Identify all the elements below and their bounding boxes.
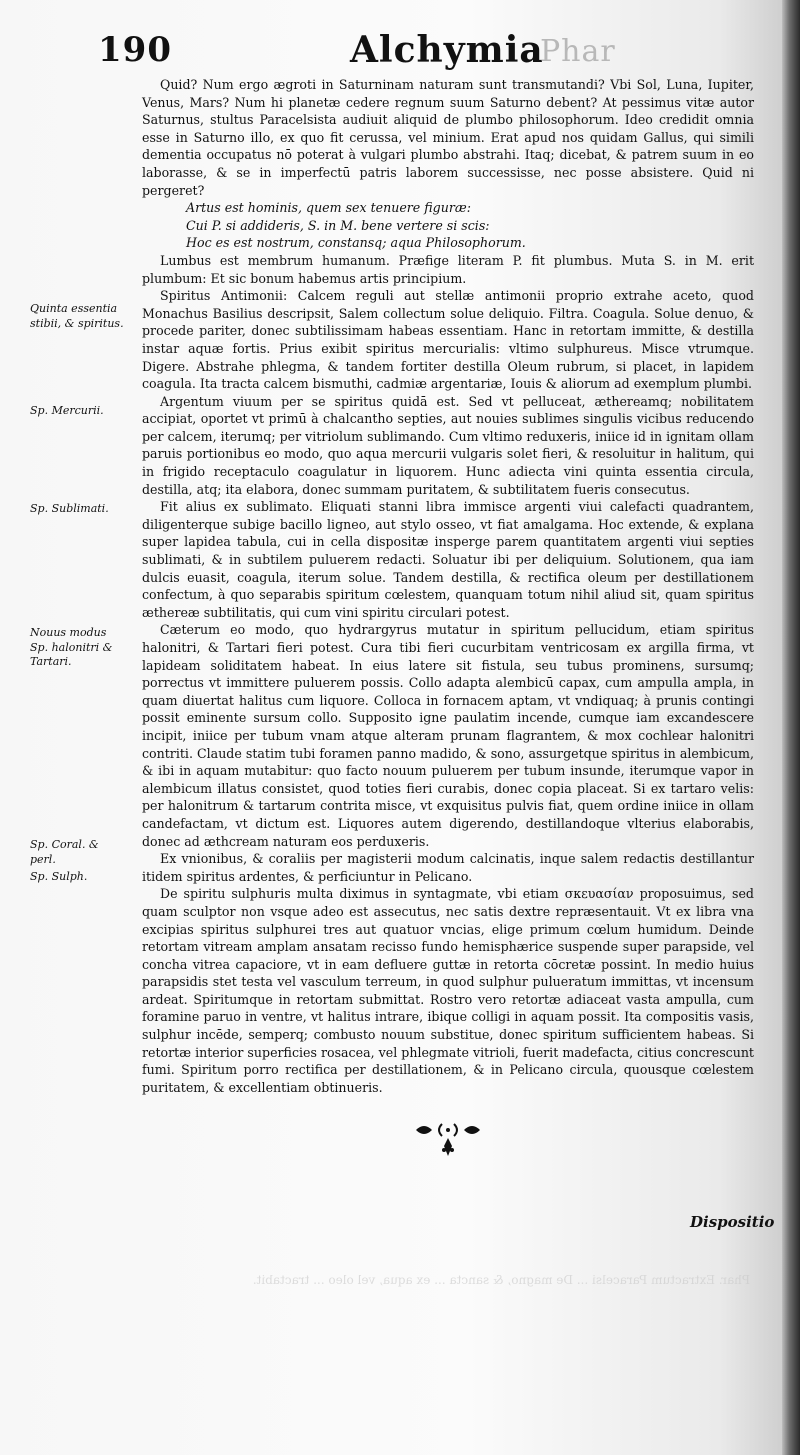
page-header [0, 30, 760, 74]
verse-line-1: Artus est hominis, quem sex tenuere figuræ: [186, 200, 471, 216]
paragraph-halonitri-tartari: Cæterum eo modo, quo hydrargyrus mutatur in spiritum pellucidum, etiam spiritus halonitri, & Tartari fieri potest. Cura tibi fieri cucurbitam ventricosam ex argilla firma, vt lapideam soliditatem habeat. In eius latere sit fistula, seu tubus prominens, sursumq; porrectus vt immittere puluerem possis. Collo adapta alembicū capax, cum ampulla ampla, in quam diuertat halitus cum liquore. Colloca in fornacem aptam, vt vndiquaq; à prunis contingi possit eminente sursum collo. Supposito igne paulatim incende, cumque iam excandescere incipit, iniice per tubum vnam atque alteram prunam flagrantem, & mox cochlear halonitri contriti. Claude statim tubi foramen panno madido, & sono, assurgetque spiritus in alembicum, & ibi in aquam mutabitur: quo facto nouum puluerem per tubum insunde, iterumque vapor in alembicum illatus consistet, quod toties fieri curabis, donec copia placeat. Si ex tartaro velis: per halonitrum & tartarum contrita misce, vt exquisitus pulvis fiat, quem ordine iniice in ollam candefactam, vt dictum est. Liquores autem digerendo, destillandoque vlterius elaborabis, donec ad æthcream naturam eos perduxeris. [142, 622, 754, 849]
page-number: 190 [98, 30, 172, 70]
margin-note-sp-mercurii: Sp. Mercurii. [30, 404, 104, 417]
catchword: Dispositio [690, 1213, 775, 1231]
fleuron-tailpiece-icon [408, 1118, 488, 1162]
paragraph-spiritu-sulphuris: De spiritu sulphuris multa diximus in syntagmate, vbi etiam σκευασίαν proposuimus, sed quam sculptor non vsque adeo est assecutus, nec satis dextre repræsentauit. Vt ex libra vna excipias spiritus sulphurei tres aut quatuor vncias, elige primum cœlum humidum. Deinde retortam vitream amplam ansatam recisso fundo hemisphærice suspende super parapside, vel concha vitrea capaciore, vt in eam defluere guttæ in retorta cōcretæ possint. In medio huius parapsidis stet testa vel vasculum terreum, in quod sulphur pulueratum immittas, vt incensum ardeat. Spiritumque in retortam submittat. Rostro vero retortæ adiaceat vasta ampulla, cum foramine paruo in ventre, vt halitus intrare, ibique colligi in aquam possit. Ita compositis vasis, sulphur incēde, semperq; combusto nouum substitue, donec spiritum sufficientem habeas. Si retortæ interior superficies rosacea, vel phlegmate vitrioli, fuerit madefacta, citius concrescunt fumi. Spiritum porro rectifica per destillationem, & in Pelicano circula, quousque cœlestem puritatem, & excellentiam obtinueris. [142, 886, 754, 1095]
margin-note-quinta-essentia: Quinta essentia stibii, & spiritus. [30, 302, 124, 330]
bleed-through-text: Phar. Extractum Paracelsi ... De magno, & sancta ... ex aqua, vel oleo ... tractabit. [252, 1273, 750, 1287]
paragraph-lumbus: Lumbus est membrum humanum. Præfige literam P. fit plumbus. Muta S. in M. erit plumbum: Et sic bonum habemus artis principium. [142, 252, 754, 286]
margin-note-sp-sulph: Sp. Sulph. [30, 870, 88, 883]
book-gutter-shadow [782, 0, 800, 1455]
paragraph-saturnus: Quid? Num ergo ægroti in Saturninam naturam sunt transmutandi? Vbi Sol, Luna, Iupiter, Venus, Mars? Num hi planetæ cedere regnum suum Saturno debent? At pessimus vitæ autor Saturnus, stultus Paracelsista audiuit aliquid de plumbo philosophorum. Ideo credidit omnia esse in Saturno illo, ex quo fit cerussa, vel minium. Erat apud nos quidam Gallus, qui simili dementia occupatus nō poterat à vulgari plumbo abstrahi. Itaq; dicebat, & patrem suum in eo laborasse, & se in imperfectū patris laborem successisse, nec posse absistere. Quid ni pergeret? [142, 77, 754, 198]
verse-line-2: Cui P. si addideris, S. in M. bene vertere si scis: [186, 217, 490, 233]
margin-note-sp-sublimati: Sp. Sublimati. [30, 502, 109, 515]
main-text-column [142, 76, 754, 1096]
paragraph-ex-sublimato: Fit alius ex sublimato. Eliquati stanni libra immisce argenti viui calefacti quadrantem, diligenterque subige bacillo ligneo, aut stylo osseo, vt fiat amalgama. Hoc extende, & explana super lapidea tabula, cui in cella dispositæ insperge parem quantitatem argenti viui septies sublimati, & in subtilem puluerem redacti. Soluatur ibi per deliquium. Solutionem, qua iam dulcis euasit, coagula, iterum solue. Tandem destilla, & rectifica oleum per destillationem confectum, à quo separabis spiritum cœlestem, quanquam totum nihil aliud sit, quam spiritus æthereæ subtilitatis, qui cum vini spiritu circulari potest. [142, 499, 754, 620]
running-title: Alchymia [350, 29, 544, 71]
bleed-through-title: Phar [540, 34, 616, 69]
verse-line-3: Hoc es est nostrum, constansq; aqua Philosophorum. [186, 235, 526, 251]
paragraph-spiritus-antimonii: Spiritus Antimonii: Calcem reguli aut stellæ antimonii proprio extrahe aceto, quod Monachus Basilius descripsit, Salem collectum solue deliquio. Filtra. Coagula. Solue denuo, & procede pariter, donec subtilissimam habeas essentiam. Hanc in retortam immitte, & destilla instar aquæ fortis. Prius exibit spiritus mercurialis: vltimo sulphureus. Misce vtrumque. Digere. Abstrahe phlegma, & tandem fortiter destilla Oleum rubrum, si placet, in lapidem coagula. Ita tracta calcem bismuthi, cadmiæ argentariæ, Iouis & aliorum ad exemplum plumbi. [142, 288, 754, 392]
margin-note-sp-coral: Sp. Coral. & perl. [30, 838, 99, 866]
margin-note-halonitri-tartari: Nouus modus Sp. halonitri & Tartari. [30, 626, 113, 668]
paragraph-argentum-viuum: Argentum viuum per se spiritus quidā est. Sed vt pelluceat, æthereamq; nobilitatem accipiat, oportet vt primū à chalcantho septies, aut nouies sublimes singulis vicibus reducendo per calcem, iterumq; per vitriolum sublimando. Cum vltimo reduxeris, iniice id in ignitam ollam paruis portionibus eo modo, quo aqua mercurii vulgaris solet fieri, & resoluitur in halitum, qui in frigido receptaculo coagulatur in liquorem. Hunc adiecta vini quinta essentia circula, destilla, atq; ita elabora, donec summam puritatem, & subtilitatem fueris consecutus. [142, 393, 754, 497]
paragraph-vnionibus-coraliis: Ex vnionibus, & coraliis per magisterii modum calcinatis, inque salem redactis destillantur itidem spiritus ardentes, & perficiuntur in Pelicano. [142, 851, 754, 884]
